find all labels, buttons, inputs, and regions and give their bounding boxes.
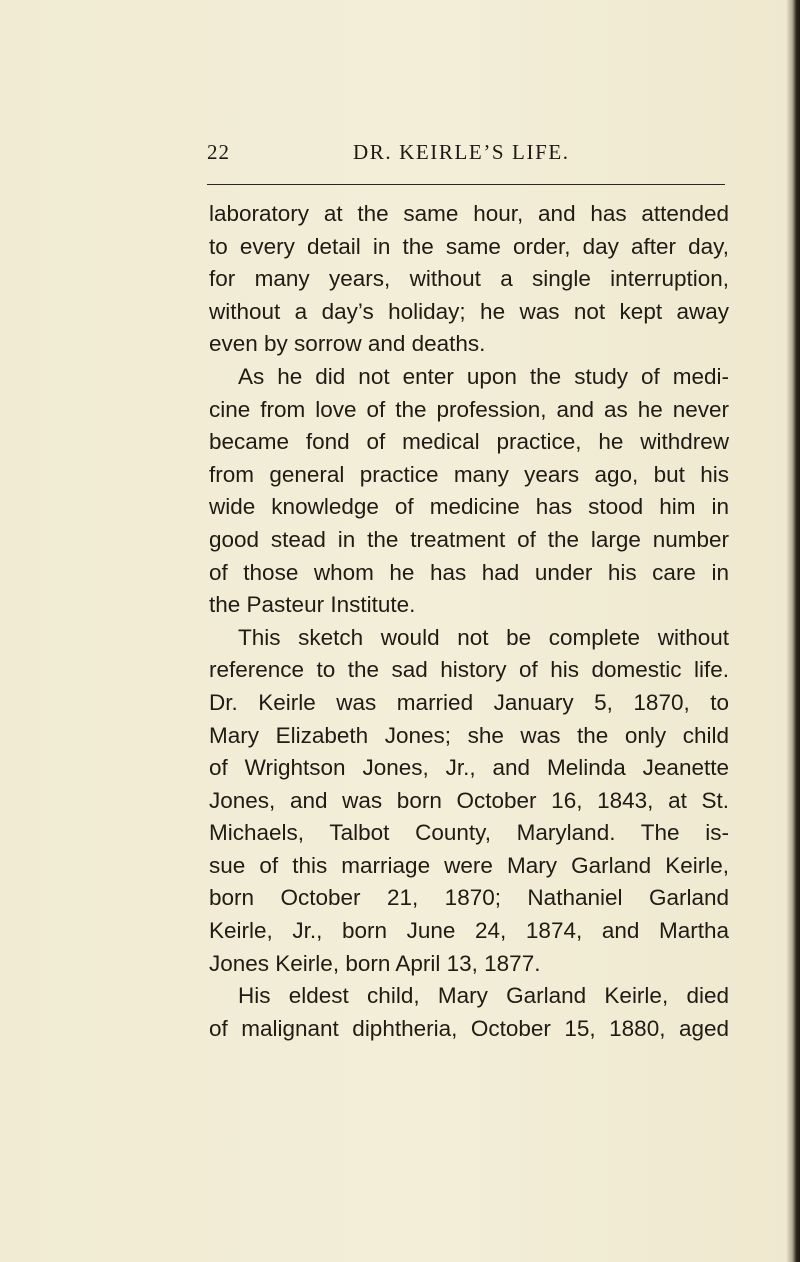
text-line: even by sorrow and deaths.: [209, 331, 486, 357]
text-line: from general practice many years ago, but his: [209, 461, 729, 487]
text-line: to every detail in the same order, day after day,: [209, 233, 729, 259]
text-line: without a day’s holiday; he was not kept away: [209, 298, 729, 324]
text-line: of malignant diphtheria, October 15, 1880, aged: [209, 1015, 729, 1041]
text-line: became fond of medical practice, he withdrew: [209, 429, 729, 455]
text-line: sue of this marriage were Mary Garland Keirle,: [209, 852, 729, 878]
text-line: good stead in the treatment of the large number: [209, 526, 729, 552]
page-number: 22: [207, 140, 230, 164]
running-title: DR. KEIRLE’S LIFE.: [353, 140, 570, 164]
text-line: Michaels, Talbot County, Maryland. The is-: [209, 820, 729, 846]
text-line: born October 21, 1870; Nathaniel Garland: [209, 885, 729, 911]
text-line: This sketch would not be complete without: [238, 624, 729, 650]
running-head: [207, 140, 727, 174]
text-line: the Pasteur Institute.: [209, 592, 416, 618]
text-line: Keirle, Jr., born June 24, 1874, and Martha: [209, 918, 729, 944]
page-edge-shadow: [786, 0, 800, 1262]
text-line: of those whom he has had under his care in: [209, 559, 729, 585]
text-line: Dr. Keirle was married January 5, 1870, to: [209, 689, 729, 715]
text-line: laboratory at the same hour, and has attended: [209, 201, 729, 226]
text-line: wide knowledge of medicine has stood him in: [209, 494, 729, 520]
text-line: His eldest child, Mary Garland Keirle, died: [238, 983, 729, 1009]
text-line: reference to the sad history of his domestic life.: [209, 657, 729, 683]
body-text: [209, 198, 729, 1045]
text-line: for many years, without a single interruption,: [209, 266, 729, 292]
text-line: Mary Elizabeth Jones; she was the only child: [209, 722, 729, 748]
text-line: Jones, and was born October 16, 1843, at St.: [209, 787, 729, 813]
text-line: Jones Keirle, born April 13, 1877.: [209, 950, 541, 976]
text-line: of Wrightson Jones, Jr., and Melinda Jeanette: [209, 755, 729, 781]
text-line: cine from love of the profession, and as he never: [209, 396, 729, 422]
header-rule: [207, 184, 725, 185]
text-line: As he did not enter upon the study of medi-: [238, 363, 729, 389]
